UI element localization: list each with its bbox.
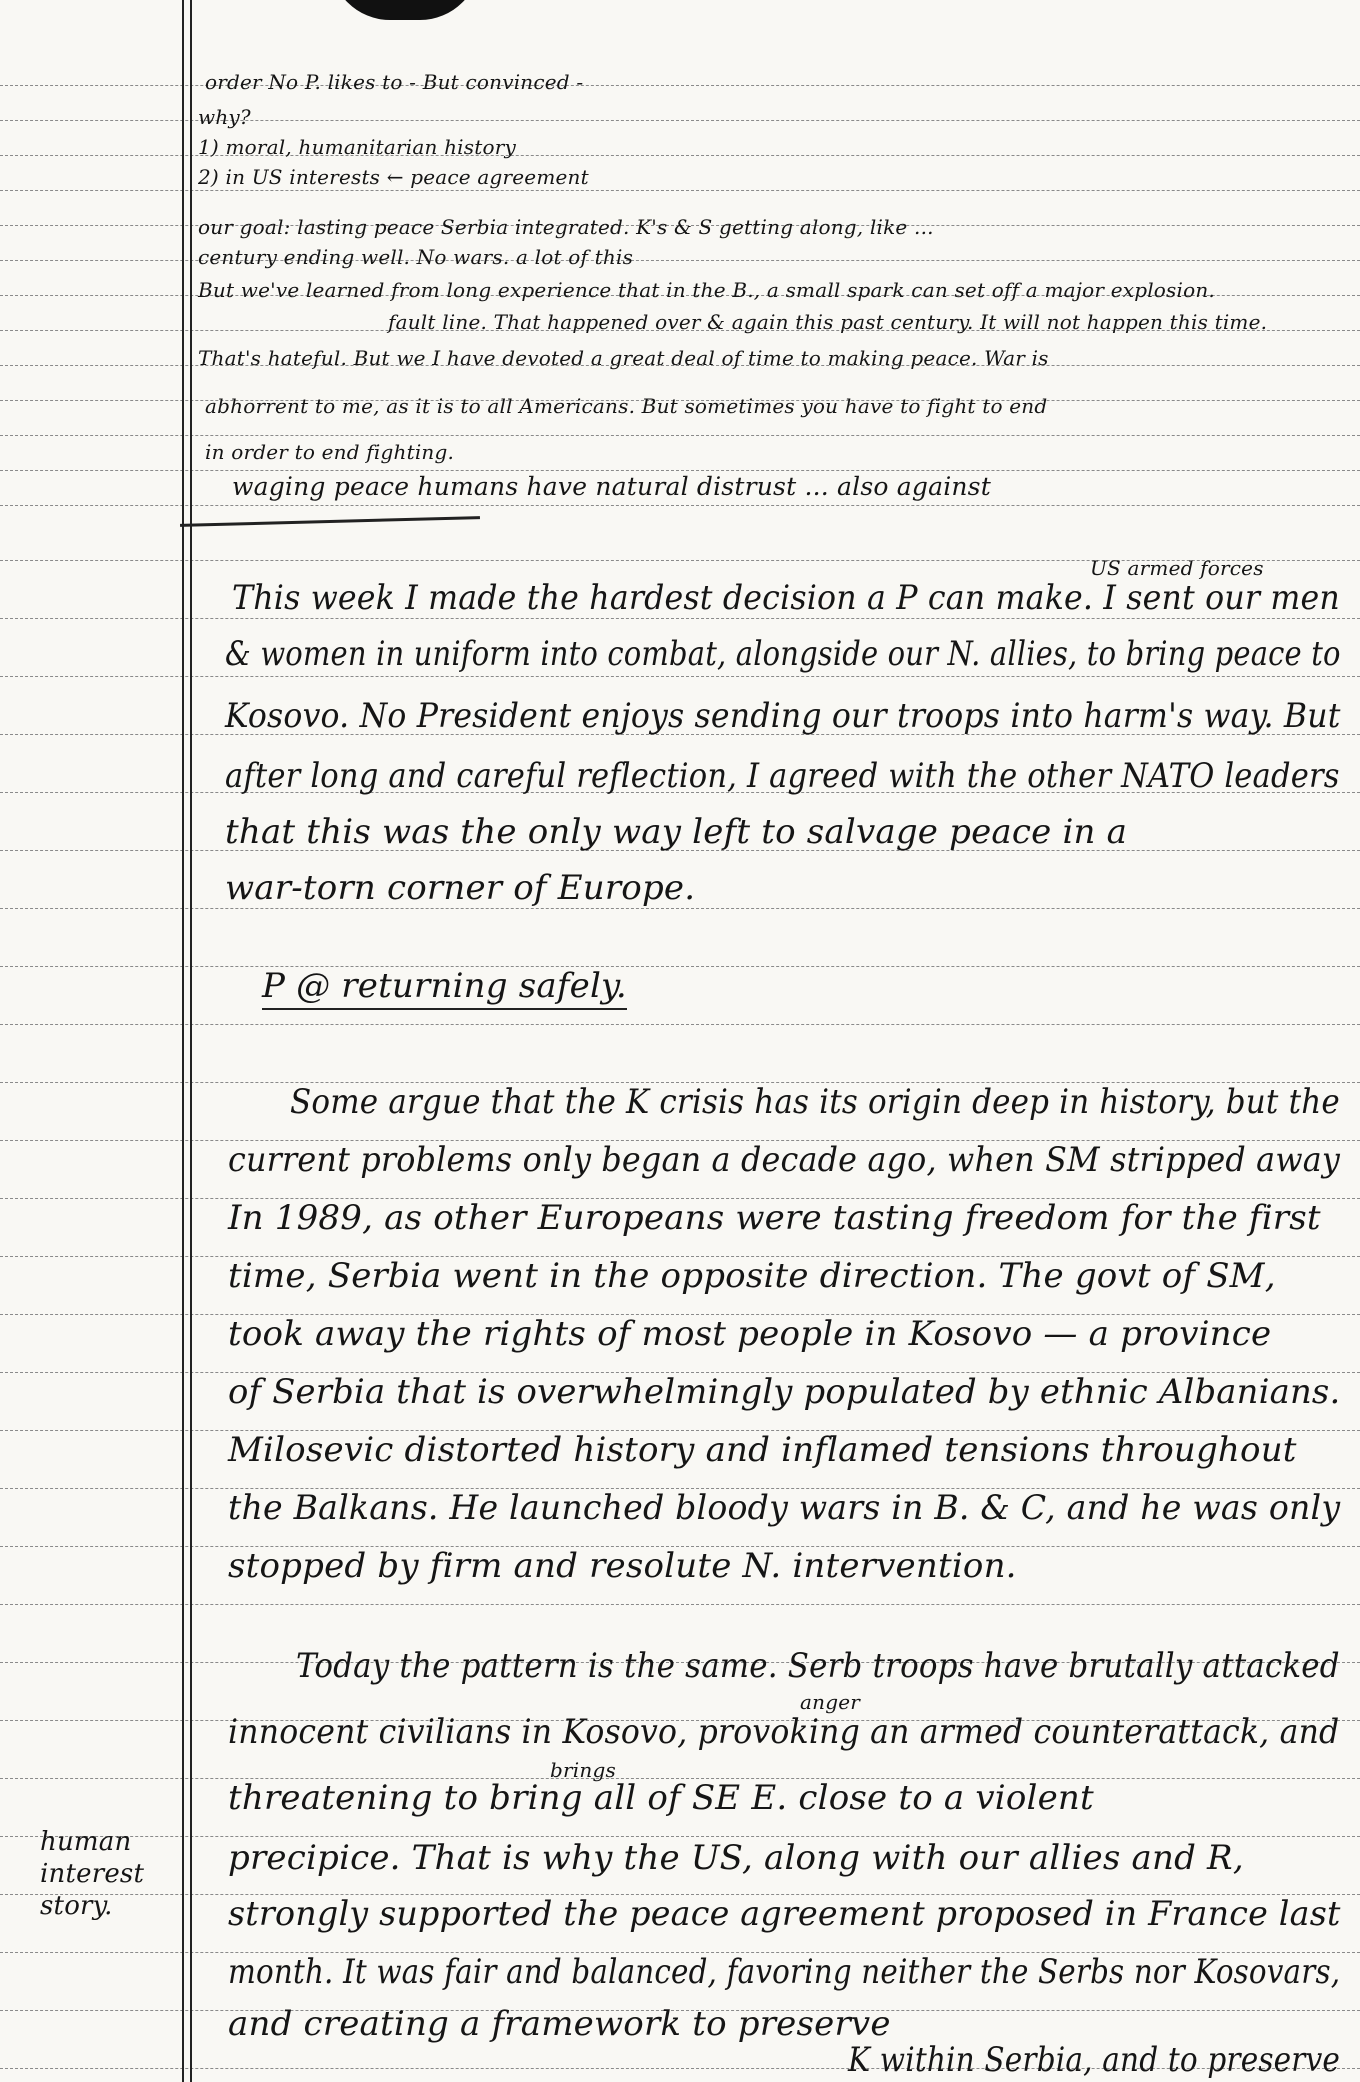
para1-line-1: This week I made the hardest decision a P can make. I sent our men xyxy=(232,578,1340,618)
margin-note: human interest story. xyxy=(40,1827,145,1921)
para1-line-4: after long and careful reflection, I agreed with the other NATO leaders xyxy=(225,756,1340,796)
rule-line xyxy=(0,85,1360,86)
para3-line-5: took away the rights of most people in Kosovo — a province xyxy=(228,1314,1272,1354)
para1-line-3: Kosovo. No President enjoys sending our troops into harm's way. But xyxy=(225,696,1341,736)
para3-line-7: Milosevic distorted history and inflamed tensions throughout xyxy=(228,1430,1297,1470)
margin-line-left xyxy=(182,0,184,2082)
para3-line-9: stopped by firm and resolute N. intervention. xyxy=(228,1546,1017,1586)
para4-line-7: and creating a framework to preserve xyxy=(228,2004,891,2044)
para4-insert-anger: anger xyxy=(800,1690,861,1714)
para4-line-2: innocent civilians in Kosovo, provoking an armed counterattack, and xyxy=(228,1712,1340,1752)
rule-line xyxy=(0,908,1360,909)
para4-line-4: precipice. That is why the US, along with our allies and R, xyxy=(228,1838,1244,1878)
rule-line xyxy=(0,1024,1360,1025)
para3-line-8: the Balkans. He launched bloody wars in B. & C, and he was only xyxy=(228,1488,1341,1528)
note-line-2: why? xyxy=(198,105,251,129)
rule-line xyxy=(0,470,1360,471)
annotation-us-armed-forces: US armed forces xyxy=(1090,556,1264,580)
para1-line-6: war-torn corner of Europe. xyxy=(225,868,696,908)
para3-line-4: time, Serbia went in the opposite direction. The govt of SM, xyxy=(228,1256,1276,1296)
para4-line-1: Today the pattern is the same. Serb troops have brutally attacked xyxy=(296,1646,1340,1686)
para4-line-5: strongly supported the peace agreement proposed in France last xyxy=(228,1894,1341,1934)
note-line-9: That's hateful. But we I have devoted a great deal of time to making peace. War is xyxy=(198,346,1049,370)
note-line-8: fault line. That happened over & again this past century. It will not happen this time. xyxy=(388,310,1268,334)
para4-line-3: threatening to bring all of SE E. close to a violent xyxy=(228,1778,1094,1818)
para3-line-1: Some argue that the K crisis has its origin deep in history, but the xyxy=(290,1082,1340,1122)
note-line-7: But we've learned from long experience that in the B., a small spark can set off a major explosion. xyxy=(198,278,1215,302)
para4-line-8: K within Serbia, and to preserve xyxy=(848,2040,1341,2080)
rule-line xyxy=(0,190,1360,191)
note-line-6: century ending well. No wars. a lot of this xyxy=(198,245,634,269)
para3-line-2: current problems only began a decade ago, when SM stripped away xyxy=(228,1140,1341,1180)
para1-line-5: that this was the only way left to salvage peace in a xyxy=(225,812,1128,852)
rule-line xyxy=(0,676,1360,677)
note-line-4: 2) in US interests ← peace agreement xyxy=(198,165,589,189)
note-line-1: order No P. likes to - But convinced - xyxy=(205,70,584,94)
para3-line-6: of Serbia that is overwhelmingly populated by ethnic Albanians. xyxy=(228,1372,1341,1412)
note-line-3: 1) moral, humanitarian history xyxy=(198,135,516,159)
para4-line-6: month. It was fair and balanced, favoring neither the Serbs nor Kosovars, xyxy=(228,1952,1341,1992)
para2-line: P @ returning safely. xyxy=(262,966,627,1010)
rule-line xyxy=(0,435,1360,436)
para3-line-3: In 1989, as other Europeans were tasting freedom for the first xyxy=(228,1198,1321,1238)
margin-line-right xyxy=(190,0,192,2082)
para4-insert-brings: brings xyxy=(550,1758,616,1782)
para1-line-2: & women in uniform into combat, alongside our N. allies, to bring peace to xyxy=(225,634,1341,674)
rule-line xyxy=(0,505,1360,506)
note-line-12: waging peace humans have natural distrust ... also against xyxy=(232,472,991,501)
rule-line xyxy=(0,1836,1360,1837)
rule-line xyxy=(0,966,1360,967)
note-line-11: in order to end fighting. xyxy=(205,440,455,464)
rule-line xyxy=(0,618,1360,619)
note-line-10: abhorrent to me, as it is to all Americans. But sometimes you have to fight to end xyxy=(205,394,1048,418)
rule-line xyxy=(0,1604,1360,1605)
note-line-5: our goal: lasting peace Serbia integrated. K's & S getting along, like ... xyxy=(198,215,934,239)
